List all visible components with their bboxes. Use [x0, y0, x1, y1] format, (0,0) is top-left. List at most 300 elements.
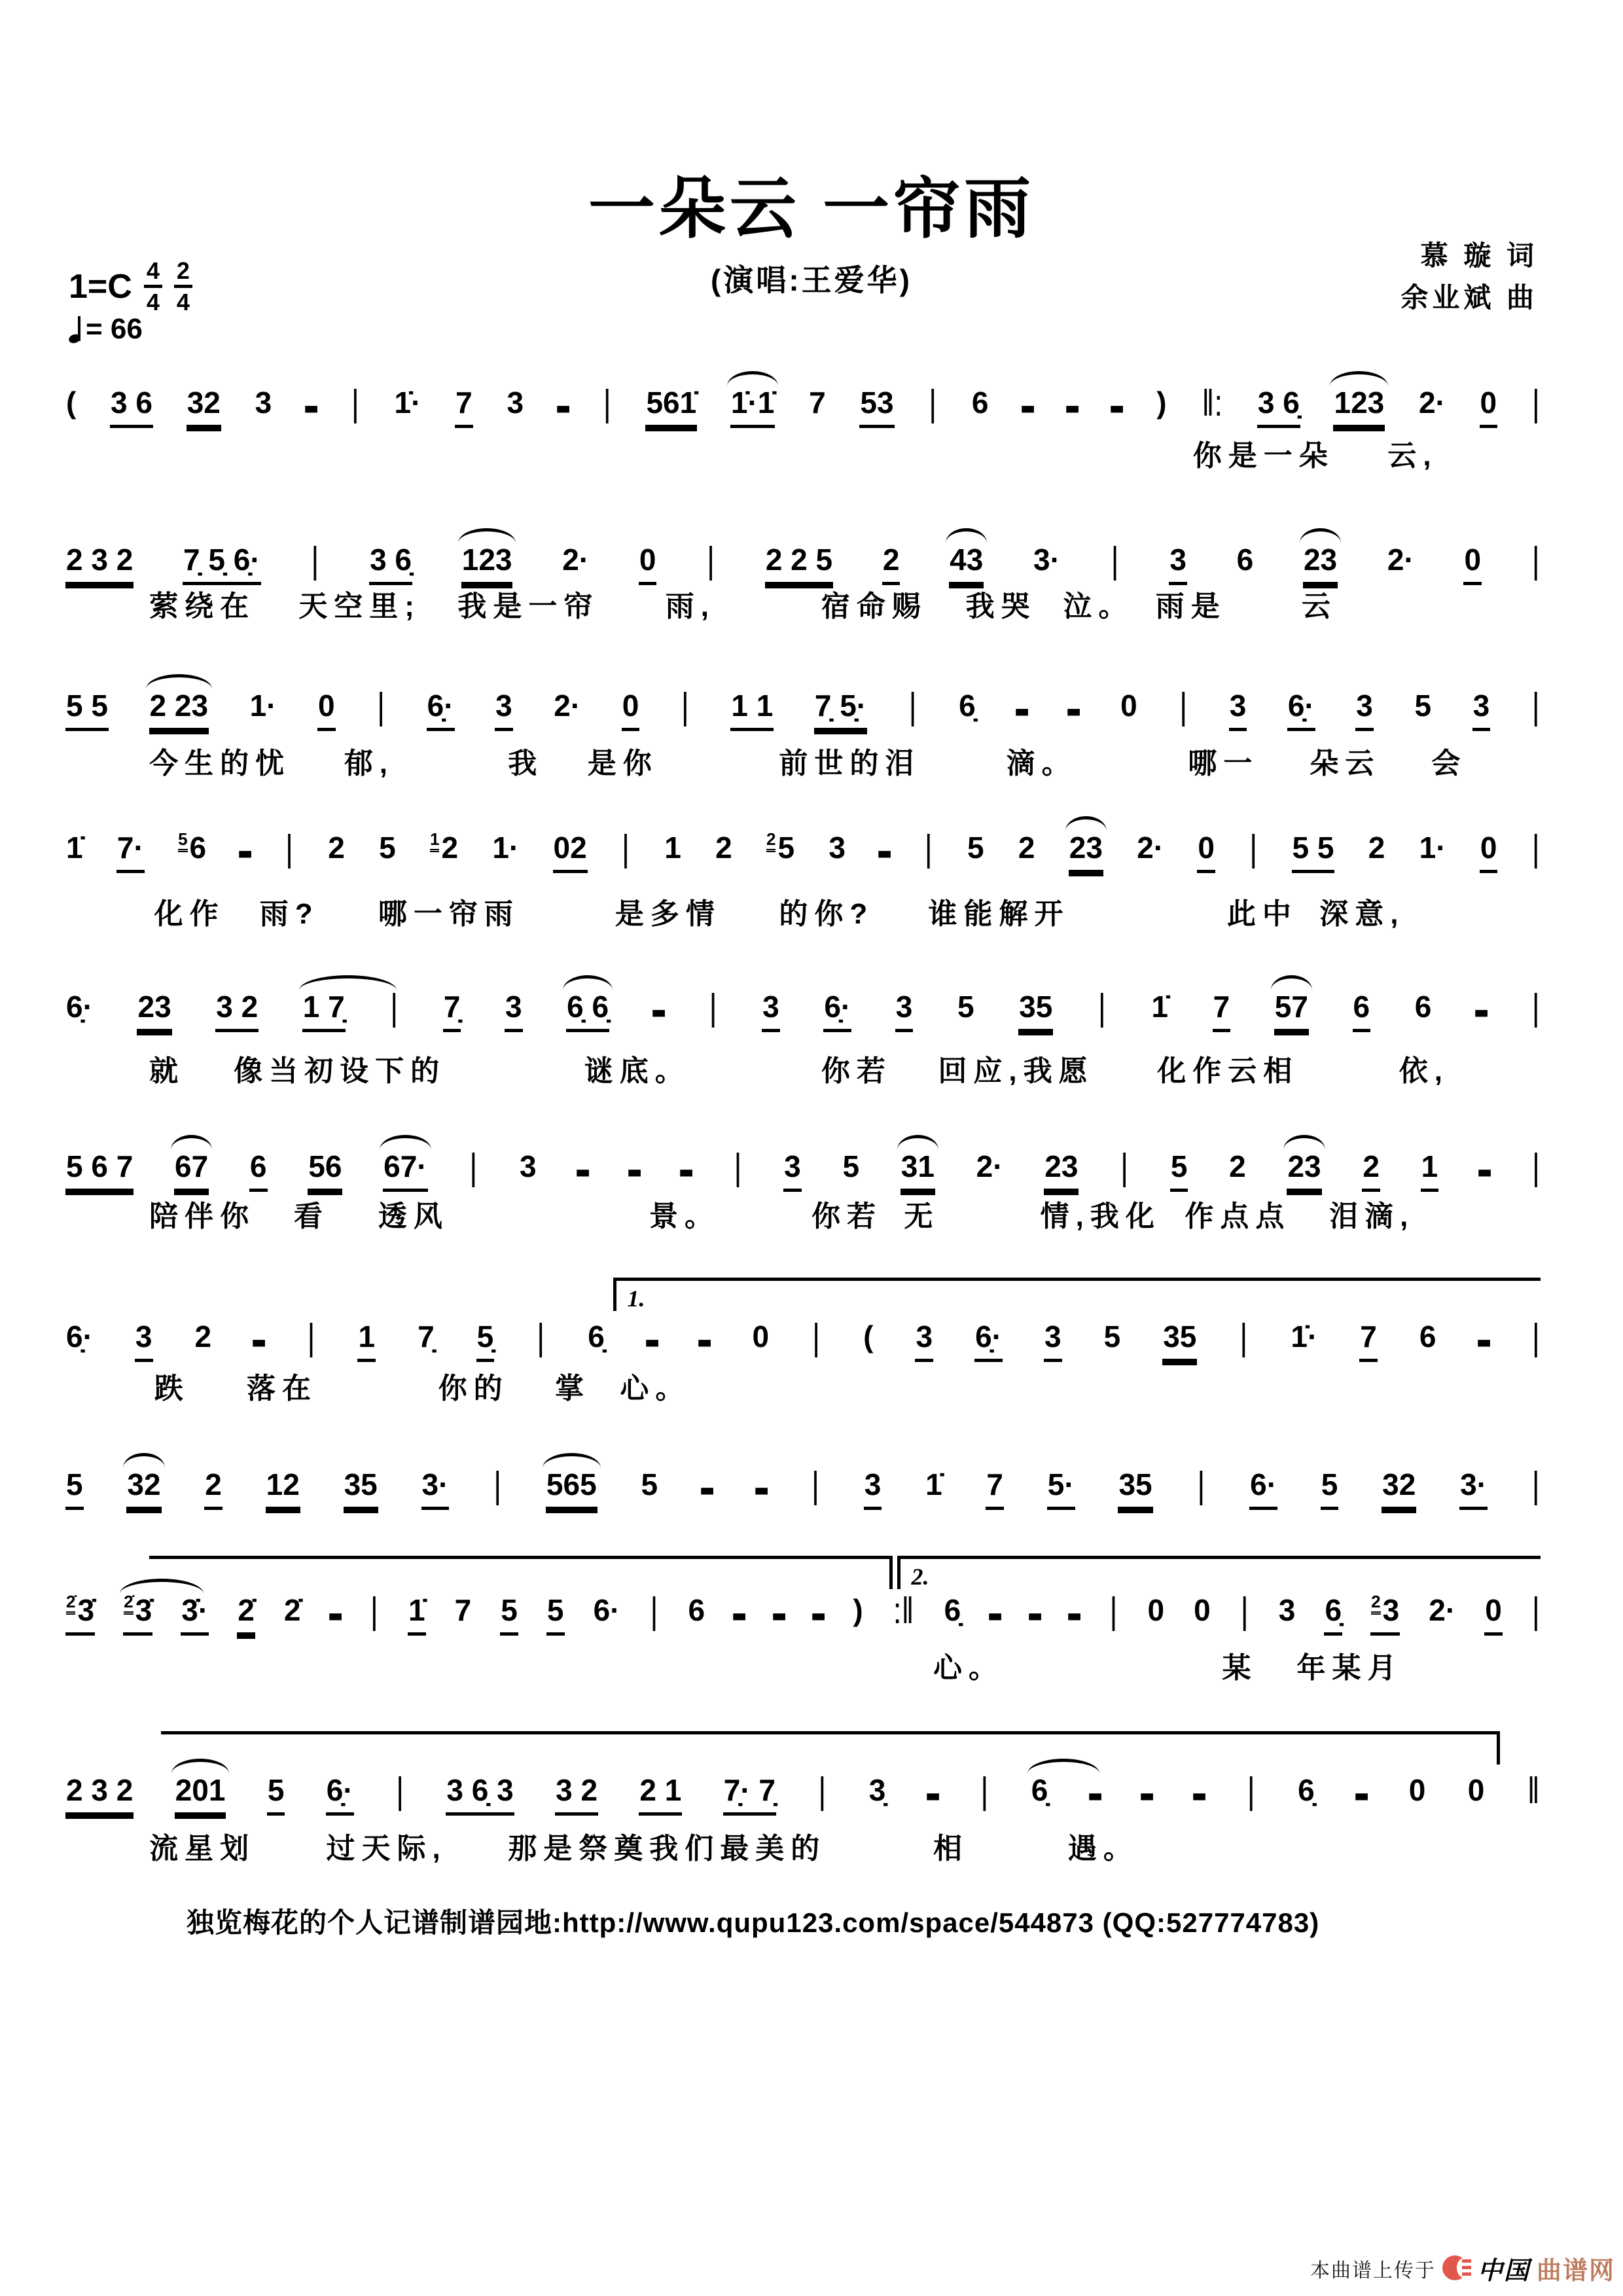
note-token: 1: [1421, 1140, 1439, 1192]
note-token: 3: [864, 1458, 882, 1510]
lyric-segment: 是你: [587, 747, 658, 780]
note-token: -: [651, 976, 667, 1041]
barline: |: [621, 827, 630, 869]
note-token: 3 6̣ 3: [446, 1764, 514, 1816]
slur-arc: [123, 1453, 164, 1468]
slur-arc: [543, 1453, 601, 1468]
note-token: -: [770, 1579, 787, 1645]
barline: |: [603, 382, 611, 424]
note-token: 3: [783, 1140, 802, 1192]
note-token: -: [626, 1136, 643, 1201]
note-token: 3: [1472, 679, 1491, 731]
lyric-segment: 你的: [438, 1372, 509, 1405]
barline: |: [537, 1316, 545, 1358]
note-token: -: [251, 1306, 268, 1371]
note-token: -: [1065, 675, 1082, 740]
volta-bracket-2: [149, 1556, 893, 1589]
note-token: 5: [957, 990, 974, 1024]
note-token: 3: [1355, 679, 1374, 731]
slur-arc: [727, 371, 778, 386]
note-token: 3: [505, 980, 523, 1032]
note-token: -: [1473, 976, 1489, 1041]
barline: |: [1111, 539, 1119, 581]
barline: |: [1531, 1589, 1540, 1632]
lyric-segment: 是多情: [615, 898, 721, 930]
system-2-lyrics: [0, 583, 1623, 624]
note-token: 6̣·: [66, 1319, 93, 1354]
lyric-segment: 泪滴,: [1329, 1200, 1415, 1232]
note-token: 0: [1480, 821, 1498, 873]
barline: |: [1247, 1769, 1255, 1812]
note-token: 7: [809, 386, 826, 420]
note-token: 7̣· 7̣: [723, 1764, 776, 1816]
note-token: 5: [967, 831, 984, 865]
watermark-text: 本曲谱上传于: [1310, 2259, 1436, 2282]
lyric-segment: 看: [293, 1200, 329, 1232]
note-token: 3: [135, 1310, 153, 1362]
lyric-segment: 心。: [933, 1652, 1004, 1684]
lyric-segment: 谜底。: [584, 1055, 690, 1087]
barline: |: [469, 1145, 478, 1188]
note-token: 6: [1353, 980, 1371, 1032]
barline: |: [1109, 1589, 1118, 1632]
note-token: 1̇: [66, 831, 83, 865]
note-token: 7: [454, 1593, 472, 1627]
system-10-lyrics: [0, 1825, 1623, 1867]
barline: |: [390, 986, 399, 1028]
tempo-marking: [69, 313, 143, 346]
note-token: -: [1109, 372, 1126, 437]
note-token: 5: [1103, 1319, 1121, 1354]
note-token: 2·: [1137, 831, 1164, 865]
note-token: -: [1353, 1759, 1370, 1825]
note-token: 5: [1321, 1458, 1339, 1510]
barline: |: [681, 685, 689, 727]
slur-arc: [1330, 371, 1388, 386]
barline: |: [1531, 1463, 1540, 1506]
note-token: 1̇·1̇: [730, 376, 775, 428]
lyric-segment: 回应,我愿: [938, 1055, 1094, 1087]
barline: |: [307, 1316, 315, 1358]
lyric-segment: 的你?: [779, 898, 874, 930]
note-token: 23: [137, 980, 171, 1032]
barline: ‖: [1527, 1769, 1540, 1812]
lyric-segment: 掌: [555, 1372, 591, 1405]
note-token: 1: [357, 1310, 376, 1362]
note-token: 2: [194, 1319, 212, 1354]
note-token: 6̣·: [66, 990, 93, 1024]
lyric-segment: 我是一帘: [457, 590, 599, 622]
barline: |: [1240, 1589, 1249, 1632]
lyric-segment: 遇。: [1067, 1833, 1139, 1865]
grace-note: 2̇: [124, 1592, 133, 1615]
note-token: -: [1191, 1759, 1208, 1825]
note-token: 1̇·: [1291, 1319, 1318, 1354]
note-token: 6·: [593, 1593, 620, 1627]
lyric-segment: 化作云相: [1157, 1055, 1299, 1087]
barline: ‖:: [1202, 382, 1223, 424]
system-4-notes: [65, 817, 1541, 895]
time-signature-2: 2 4: [174, 259, 192, 314]
note-token: 3 6̣: [1257, 376, 1300, 428]
note-token: 3: [520, 1149, 537, 1183]
slur-arc: [946, 528, 987, 543]
barline: |: [1240, 1316, 1248, 1358]
lyric-segment: 泣。: [1063, 590, 1134, 622]
note-token: 1·: [249, 689, 277, 723]
note-token: 3: [255, 386, 272, 420]
note-token: 6: [1414, 990, 1432, 1024]
grace-note: 2̇: [66, 1592, 75, 1615]
lyric-segment: 雨是: [1155, 590, 1226, 622]
note-token: -: [1139, 1759, 1156, 1825]
note-token: -: [696, 1306, 713, 1371]
note-token: 1 7̣: [302, 980, 346, 1032]
note-token: 2: [1229, 1149, 1246, 1183]
note-token: -: [810, 1579, 827, 1645]
lyric-segment: 那是祭奠我们最美的: [508, 1833, 827, 1865]
lyric-segment: 景。: [649, 1200, 720, 1232]
slur-arc: [380, 1135, 431, 1150]
note-token: 5: [842, 1149, 860, 1183]
lyric-segment: 雨?: [259, 898, 319, 930]
note-token: 3: [1169, 533, 1187, 585]
note-token: 31: [901, 1140, 935, 1192]
note-token: -: [1087, 1759, 1103, 1825]
lyric-segment: 朵云: [1310, 747, 1381, 780]
barline: |: [1531, 827, 1540, 869]
note-token: 56: [308, 1140, 342, 1192]
note-token: 5: [641, 1467, 658, 1501]
note-token: -: [925, 1759, 941, 1825]
note-token: 5 5: [65, 679, 109, 731]
note-token: -: [987, 1579, 1004, 1645]
note-token: 2: [1018, 831, 1035, 865]
note-token: 1̇: [925, 1467, 942, 1501]
note-token: 123: [1333, 376, 1385, 428]
note-token: 123: [461, 533, 513, 585]
lyric-segment: 天空里;: [298, 590, 421, 622]
slur-arc: [1300, 528, 1341, 543]
note-token: -: [303, 372, 319, 437]
lyricist-credit: 慕 璇 词: [1420, 240, 1538, 271]
barline: |: [908, 685, 917, 727]
note-token: 7: [1213, 980, 1231, 1032]
note-token: 6: [1419, 1319, 1436, 1354]
lyric-segment: 某: [1222, 1652, 1258, 1684]
note-token: 6: [1236, 543, 1254, 577]
note-token: 7̣: [418, 1319, 435, 1354]
tempo-value: = 66: [86, 313, 143, 345]
note-token: $^{2̇}$3̇: [123, 1584, 152, 1636]
note-token: -: [575, 1136, 592, 1201]
note-token: 7̣: [443, 980, 461, 1032]
note-token: 3 6: [110, 376, 153, 428]
barline: |: [924, 827, 933, 869]
note-token: 02: [553, 821, 588, 873]
note-token: 6̣: [1031, 1764, 1049, 1812]
lyric-segment: 你若: [821, 1055, 892, 1087]
time-signature-1: 4 4: [144, 259, 162, 314]
system-5-notes: [65, 976, 1541, 1054]
lyric-segment: 情,我化: [1040, 1200, 1161, 1232]
note-token: 7̣ 5̣ 6̣·: [183, 533, 261, 585]
note-token: 2̇: [283, 1593, 301, 1627]
note-token: 5: [267, 1764, 285, 1816]
note-token: 6: [249, 1140, 268, 1192]
note-token: -: [1064, 372, 1081, 437]
lyric-segment: 流星划: [149, 1833, 256, 1865]
system-7-lyrics: [0, 1365, 1623, 1407]
lyric-segment: 落在: [246, 1372, 317, 1405]
grace-note: 2: [1371, 1592, 1380, 1615]
note-token: 3·: [1033, 543, 1060, 577]
grace-note: 5: [178, 829, 187, 852]
note-token: 3 2: [555, 1764, 598, 1816]
barline: |: [707, 539, 715, 581]
note-token: 0: [1120, 689, 1137, 723]
note-token: 43: [949, 533, 984, 585]
note-token: 2·: [976, 1149, 1003, 1183]
note-token: 2 3 2: [65, 533, 134, 585]
note-token: 7: [455, 376, 473, 428]
note-token: 6: [971, 386, 989, 420]
note-token: 32: [187, 376, 221, 428]
note-token: 561̇: [645, 376, 697, 428]
note-token: 5 6 7: [65, 1140, 134, 1192]
note-token: 3: [1229, 679, 1247, 731]
note-token: 3: [1278, 1593, 1296, 1627]
note-token: -: [237, 817, 254, 882]
volta-bracket-4: [161, 1731, 1500, 1765]
volta-bracket-1: [613, 1278, 1540, 1311]
brand-name-black: 中国: [1477, 2257, 1530, 2285]
note-token: -: [555, 372, 571, 437]
slur-arc: [563, 975, 613, 990]
lyric-segment: 郁,: [344, 747, 394, 780]
lyric-segment: 化作: [154, 898, 225, 930]
system-6-lyrics: [0, 1193, 1623, 1234]
slur-arc: [1271, 975, 1312, 990]
system-3-lyrics: [0, 740, 1623, 781]
note-token: (: [863, 1319, 874, 1354]
note-token: 5: [546, 1584, 565, 1636]
note-token: 7: [986, 1458, 1004, 1510]
note-token: $^2$5: [766, 829, 795, 865]
note-token: 2: [204, 1458, 223, 1510]
lyric-segment: 前世的泪: [779, 747, 921, 780]
note-token: 3: [915, 1310, 933, 1362]
note-token: 57: [1274, 980, 1309, 1032]
note-token: 3̣: [868, 1773, 886, 1807]
note-token: 53: [859, 376, 894, 428]
lyric-segment: 我: [508, 747, 544, 780]
note-token: 0: [1484, 1584, 1503, 1636]
note-token: 23: [1303, 533, 1338, 585]
lyric-segment: 就: [149, 1055, 185, 1087]
note-token: -: [678, 1136, 695, 1201]
lyric-segment: 像当初设下的: [234, 1055, 446, 1087]
barline: |: [377, 685, 385, 727]
lyric-segment: 陪伴你: [149, 1200, 256, 1232]
lyric-segment: 过天际,: [326, 1833, 447, 1865]
brand-name-color: 曲谱网: [1536, 2257, 1615, 2285]
lyric-segment: 我哭: [965, 590, 1037, 622]
note-token: 12: [266, 1458, 300, 1510]
note-token: 3 6̣: [369, 533, 412, 585]
lyric-segment: 宿命赐: [821, 590, 927, 622]
lyric-segment: 今生的忧: [149, 747, 291, 780]
note-token: 2: [1368, 831, 1385, 865]
note-token: 3̇·: [181, 1584, 209, 1636]
lyric-segment: 你若: [812, 1200, 882, 1232]
song-subtitle: (演唱:王爱华): [711, 263, 912, 297]
note-token: 1̇: [1151, 990, 1169, 1024]
slur-arc: [897, 1135, 938, 1150]
note-token: 5 5: [1292, 821, 1335, 873]
barline: |: [650, 1589, 658, 1632]
note-token: 2̇: [237, 1584, 255, 1636]
note-token: 1̇·: [394, 386, 421, 420]
lyric-segment: 无: [904, 1200, 940, 1232]
note-token: 2: [882, 533, 901, 585]
barline: |: [1531, 1316, 1540, 1358]
note-token: -: [1066, 1579, 1082, 1645]
slur-arc: [171, 1135, 212, 1150]
note-token: 3: [507, 386, 524, 420]
note-token: 6̣: [944, 1593, 961, 1627]
lyric-segment: 会: [1431, 747, 1467, 780]
note-token: 3: [762, 980, 780, 1032]
site-watermark: [1310, 2250, 1615, 2286]
note-token: 23: [1044, 1140, 1079, 1192]
quarter-note-icon: [69, 315, 82, 344]
note-token: 23: [1069, 821, 1103, 873]
barline: |: [1531, 986, 1540, 1028]
note-token: 67·: [383, 1140, 427, 1192]
note-token: 201: [175, 1764, 226, 1816]
note-token: 5̣: [476, 1310, 495, 1362]
note-token: 565: [546, 1458, 597, 1510]
note-token: -: [1020, 372, 1037, 437]
lyric-segment: 滴。: [1006, 747, 1077, 780]
note-token: -: [644, 1306, 660, 1371]
note-token: 1̇: [408, 1584, 426, 1636]
lyric-segment: 年某月: [1296, 1652, 1403, 1684]
note-token: 0: [1463, 533, 1482, 585]
note-token: -: [1027, 1579, 1043, 1645]
barline: |: [1197, 1463, 1205, 1506]
note-token: $^1$2: [430, 829, 459, 865]
volta-label: 2.: [911, 1564, 929, 1590]
note-token: 5: [379, 831, 396, 865]
lyric-segment: 谁能解开: [928, 898, 1070, 930]
note-token: 2·: [1418, 386, 1446, 420]
note-token: 3: [829, 831, 846, 865]
note-token: $^5$6: [178, 829, 207, 865]
volta-bracket-3: [897, 1556, 1540, 1589]
note-token: 0: [1197, 821, 1215, 873]
lyric-segment: 作点点: [1185, 1200, 1291, 1232]
note-token: 3: [495, 679, 513, 731]
note-token: $^2$3: [1370, 1584, 1400, 1636]
lyric-segment: 萦绕在: [149, 590, 256, 622]
note-token: -: [327, 1579, 344, 1645]
grace-note: 2: [766, 829, 776, 852]
barline: |: [1532, 1145, 1540, 1188]
note-token: 2·: [554, 689, 581, 723]
note-token: 6̣·: [427, 679, 455, 731]
barline: |: [811, 1463, 819, 1506]
note-token: 32: [1382, 1458, 1416, 1510]
note-token: 3·: [1459, 1458, 1488, 1510]
note-token: 2: [715, 831, 732, 865]
note-token: 0: [622, 679, 640, 731]
note-token: 0: [1194, 1593, 1211, 1627]
lyric-segment: 云,: [1387, 440, 1438, 472]
page-title: 一朵云 一帘雨: [588, 171, 1035, 246]
lyric-segment: 云: [1301, 590, 1337, 622]
barline: |: [1531, 382, 1540, 424]
note-token: 6̣: [1324, 1584, 1342, 1636]
lyric-segment: 哪一: [1188, 747, 1259, 780]
note-token: 2 3 2: [65, 1764, 134, 1816]
slur-arc: [1283, 1135, 1325, 1150]
barline: |: [493, 1463, 502, 1506]
barline: |: [709, 986, 717, 1028]
note-token: -: [876, 817, 893, 882]
note-token: 0: [1467, 1773, 1485, 1807]
note-token: 6·: [1249, 1458, 1277, 1510]
note-token: 5: [500, 1584, 518, 1636]
system-9-lyrics: [0, 1644, 1623, 1686]
note-token: 6̣·: [974, 1310, 1003, 1362]
note-token: 3: [1044, 1310, 1062, 1362]
note-token: 0: [1147, 1593, 1165, 1627]
note-token: 35: [344, 1458, 378, 1510]
system-8-notes: [65, 1454, 1541, 1532]
barline: :‖: [893, 1589, 914, 1632]
footer-credit: 独览梅花的个人记谱制谱园地:http://www.qupu123.com/space/544873 (QQ:527774783): [187, 1907, 1320, 1938]
lyric-segment: 透风: [378, 1200, 449, 1232]
note-token: -: [731, 1579, 748, 1645]
barline: |: [1179, 685, 1188, 727]
note-token: $^{2̇}$3̇: [65, 1584, 95, 1636]
slur-arc: [146, 674, 213, 689]
barline: |: [818, 1769, 827, 1812]
barline: |: [351, 382, 359, 424]
note-token: 5: [65, 1458, 84, 1510]
note-token: 2·: [1429, 1593, 1456, 1627]
barline: |: [1531, 685, 1540, 727]
note-token: 6̣: [588, 1319, 605, 1354]
note-token: 1·: [1419, 831, 1446, 865]
note-token: 6̣: [1298, 1773, 1315, 1807]
system-4-lyrics: [0, 890, 1623, 932]
lyric-segment: 深意,: [1319, 898, 1405, 930]
note-token: 0: [1408, 1773, 1426, 1807]
volta-label: 1.: [627, 1285, 645, 1312]
note-token: 1 1: [730, 679, 774, 731]
note-token: 6̣ 6̣: [566, 980, 609, 1032]
note-token: 1·: [492, 831, 520, 865]
note-token: 32: [126, 1458, 161, 1510]
lyric-segment: 雨,: [665, 590, 716, 622]
slur-arc: [1065, 816, 1107, 831]
note-token: ): [1156, 386, 1167, 420]
note-token: 7: [1359, 1310, 1378, 1362]
lyric-segment: 此中: [1226, 898, 1298, 930]
